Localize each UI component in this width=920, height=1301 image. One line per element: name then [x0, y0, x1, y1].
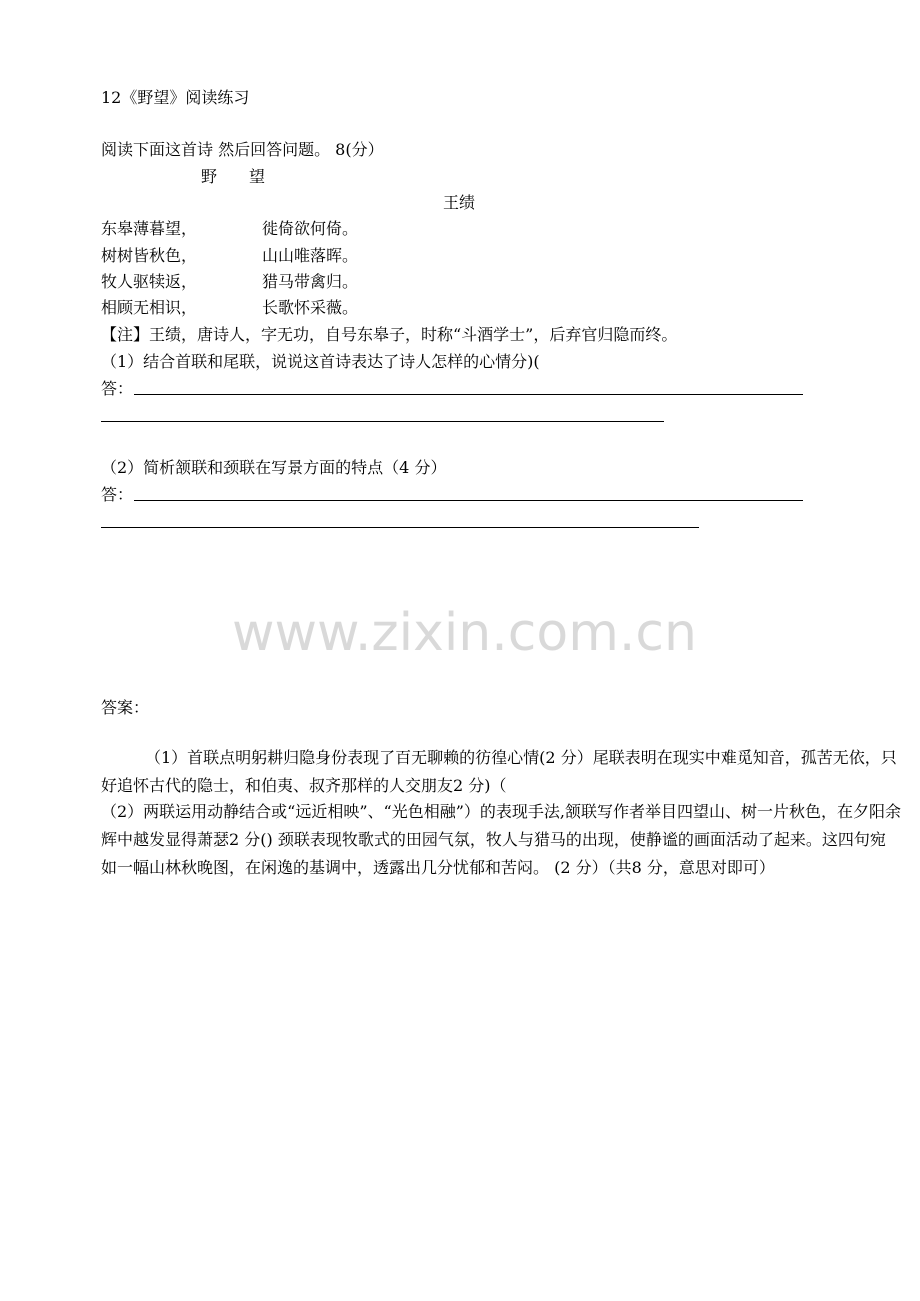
poem-title: 野 望: [201, 167, 266, 186]
poem-line-3-second: 猎马带禽归。: [262, 272, 359, 291]
poem-line-3-first: 牧人驱犊返，: [101, 272, 198, 291]
instruction-text: 阅读下面这首诗 然后回答问题。 8(分）: [101, 140, 384, 159]
poem-line-2-second: 山山唯落晖。: [262, 246, 359, 265]
poem-line-2-first: 树树皆秋色，: [101, 246, 198, 265]
question-2-answer-label: 答：: [101, 485, 134, 504]
question-2-text: （2）简析颔联和颈联在写景方面的特点（4 分）: [101, 458, 447, 477]
poem-line-1-second: 徙倚欲何倚。: [262, 219, 359, 238]
answer-paragraph-1: （1）首联点明躬耕归隐身份表现了百无聊赖的彷徨心情(2 分）尾联表明在现实中难觅知音，孤苦无依，只好追怀古代的隐士，和伯夷、叔齐那样的人交朋友2 分)（: [101, 748, 897, 795]
answers-label: 答案：: [101, 698, 150, 717]
poem-note: 【注】王绩，唐诗人，字无功，自号东皋子，时称“斗酒学士”，后弃官归隐而终。: [101, 325, 678, 344]
answer-line[interactable]: [134, 394, 803, 395]
question-1-answer-label: 答：: [101, 379, 134, 398]
poem-line-4-second: 长歌怀采薇。: [262, 298, 359, 317]
answer-line[interactable]: [101, 527, 699, 528]
answer-line[interactable]: [134, 500, 803, 501]
answer-paragraph-2: （2）两联运用动静结合或“远近相映”、“光色相融”）的表现手法,颔联写作者举目四望山、树一片秋色，在夕阳余辉中越发显得萧瑟2 分() 颈联表现牧歌式的田园气氛，牧人与猎马的出现，使静谧的画面活动了起来。这四句宛如一幅山林秋晚图，在闲逸的基调中，透露出几分忧郁和苦闷。 (2 分）（共8 分，意思对即可）: [101, 802, 901, 877]
watermark: www.zixin.com.cn: [232, 603, 697, 663]
poem-line-1-first: 东皋薄暮望，: [101, 219, 198, 238]
poem-author: 王绩: [443, 193, 476, 212]
answer-line[interactable]: [101, 421, 664, 422]
poem-line-4-first: 相顾无相识，: [101, 298, 198, 317]
question-1-text: （1）结合首联和尾联，说说这首诗表达了诗人怎样的心情分)(: [101, 352, 540, 371]
document-title: 12《野望》阅读练习: [101, 88, 250, 107]
